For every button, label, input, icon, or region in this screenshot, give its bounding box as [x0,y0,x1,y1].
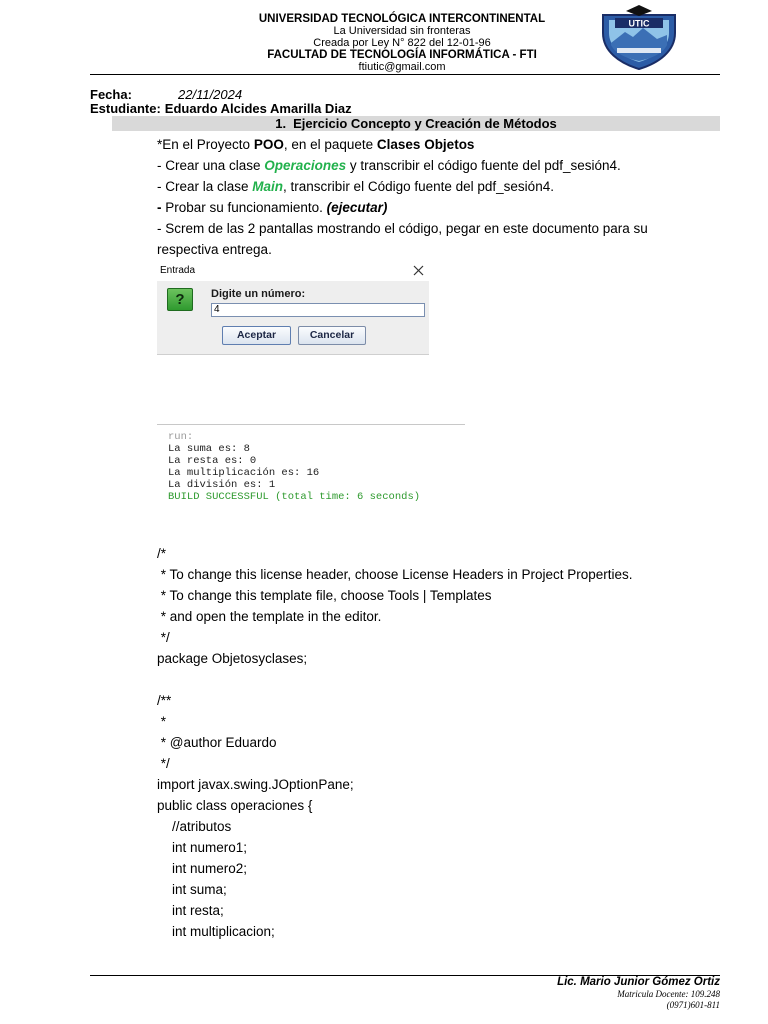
dialog-titlebar [157,262,429,281]
dialog-title: Entrada [160,265,196,276]
code-line: */ [157,756,170,771]
instruction-line [157,239,648,260]
instruction-text: respectiva entrega. [157,242,272,257]
class-name-operaciones: Operaciones [264,158,347,173]
code-line: int numero2; [157,861,248,876]
code-line: int multiplicacion; [157,924,275,939]
code-line: * [157,714,167,729]
code-line: //atributos [157,819,232,834]
header-divider [90,74,720,75]
code-line: /* [157,546,167,561]
instruction-text: , transcribir el Código fuente del pdf_sesión4. [283,179,554,194]
class-name-main: Main [252,179,284,194]
logo-lower-band [617,48,661,53]
code-line: package Objetosyclases; [157,651,308,666]
code-line: int numero1; [157,840,248,855]
instruction-line [157,155,648,176]
instruction-text: - Crear la clase [157,179,253,194]
instruction-text: *En el Proyecto [157,137,254,152]
console-output [157,424,465,511]
console-line: La división es: 1 [168,479,276,491]
university-logo [597,3,681,71]
student-name: Eduardo Alcides Amarilla Diaz [164,101,352,116]
instructions [157,134,648,260]
console-line: La multiplicación es: 16 [168,467,320,479]
console-lines [168,431,420,503]
code-line: * @author Eduardo [157,735,277,750]
code-line: /** [157,693,172,708]
code-line: */ [157,630,170,645]
console-line: La suma es: 8 [168,443,250,455]
date-label: Fecha: [90,87,132,102]
code-line: * To change this template file, choose Tools | Templates [157,588,492,603]
cancel-button[interactable]: Cancelar [298,326,366,345]
question-icon: ? [167,288,193,311]
university-motto: La Universidad sin fronteras [333,25,471,37]
code-line: int suma; [157,882,227,897]
instruction-text: y transcribir el código fuente del pdf_sesión4. [346,158,621,173]
package-name: Clases Objetos [376,137,475,152]
section-heading [112,116,720,131]
faculty-name: FACULTAD DE TECNOLOGÍA INFORMÁTICA - FTI [267,49,537,61]
project-name: POO [253,137,284,152]
code-line: import javax.swing.JOptionPane; [157,777,354,792]
source-code [157,543,633,942]
accept-button[interactable]: Aceptar [222,326,291,345]
code-line: * and open the template in the editor. [157,609,382,624]
instruction-text: Probar su funcionamiento. [161,200,327,215]
input-dialog [157,262,429,355]
run-hint: (ejecutar) [326,200,388,215]
instruction-text: - Crear una clase [157,158,265,173]
console-line: run: [168,431,194,443]
creation-law: Creada por Ley N° 822 del 12-01-96 [313,37,491,49]
date-value: 22/11/2024 [178,87,243,102]
instruction-line [157,197,648,218]
teacher-registration: Matricula Docente: 109.248 [617,989,720,999]
console-line: La resta es: 0 [168,455,257,467]
university-name: UNIVERSIDAD TECNOLÓGICA INTERCONTINENTAL [258,13,546,25]
faculty-email: ftiutic@gmail.com [358,61,446,73]
institution-header [222,13,582,73]
code-line: public class operaciones { [157,798,313,813]
section-number: 1. [275,116,287,131]
dialog-prompt: Digite un número: [211,288,306,300]
instruction-text: - Screm de las 2 pantallas mostrando el código, pegar en este documento para su [157,221,648,236]
close-icon[interactable] [413,265,424,276]
logo-text: UTIC [628,18,650,29]
student-line [90,102,352,116]
code-line: int resta; [157,903,224,918]
code-line [157,669,633,690]
number-input[interactable] [211,303,425,317]
student-label: Estudiante: [90,101,161,116]
dialog-body [157,281,429,355]
instruction-line [157,134,648,155]
instruction-text: , en el paquete [283,137,377,152]
section-title: Ejercicio Concepto y Creación de Métodos [293,116,557,131]
build-status-line: BUILD SUCCESSFUL (total time: 6 seconds) [168,491,421,503]
instruction-line [157,176,648,197]
instruction-bullet: - [157,200,162,215]
instruction-line [157,218,648,239]
code-line: * To change this license header, choose License Headers in Project Properties. [157,567,633,582]
teacher-name: Lic. Mario Junior Gómez Ortiz [557,976,720,988]
teacher-phone: (0971)601-811 [666,1000,720,1010]
